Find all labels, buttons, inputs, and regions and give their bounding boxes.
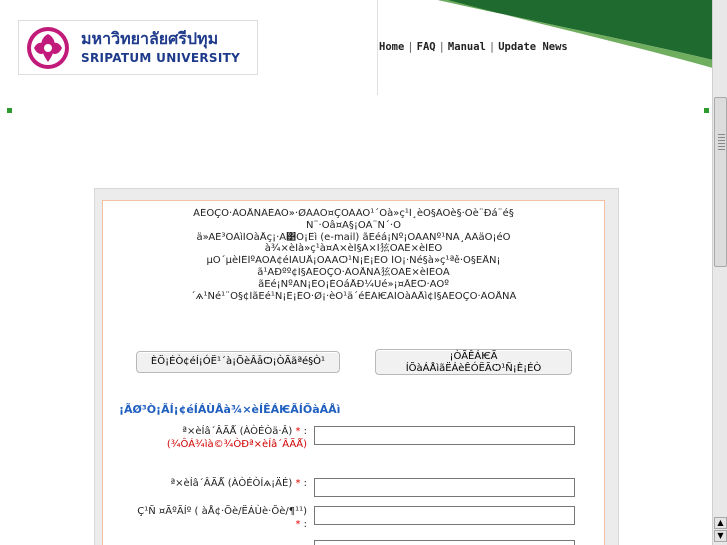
university-logo[interactable] (18, 20, 258, 75)
nav-separator: | (488, 41, 496, 53)
nav-separator: | (438, 41, 445, 53)
address-input[interactable] (314, 506, 575, 525)
nav-separator: | (407, 41, 414, 53)
register-button-line1: ¡ÒÃÊÁѤÃ (449, 351, 498, 362)
next-field-input[interactable] (314, 540, 575, 545)
logo-english-text: SRIPATUM UNIVERSITY (81, 51, 241, 65)
notice-line: ÁÉÒÇÔ·ÂÒÅÑÂÈÃÕ»·ØÁÁÕ¤ÇÒÁÂÔ¹´Õà»ç¹Í¸èÒ§ÂÔè§·Õè¨Ðá¨é§ (193, 208, 514, 219)
english-name-label: ª×èÍâ´ÂÃǺ (ÀÒÉÒÍѧ¡ÄÉ) * : (170, 478, 307, 489)
address-label: Ç¹Ñ ¤ÃºÃÍº ( àÅ¢·Õè/ËÁÙè·Õè/¶¹¹) * : (137, 506, 307, 530)
thai-name-label: ª×èÍâ´ÂÃǺ (ÀÒÉÒä·Â) * : (¾ÔÁ¾ìà©¾ÒÐª×èÍâ´ÂÃǺ) (166, 426, 307, 450)
notice-text (112, 208, 595, 302)
required-mark: * (295, 519, 301, 530)
scrollbar-thumb[interactable] (714, 97, 727, 267)
read-terms-button[interactable]: ÈÖ¡ÉÒ¢éÍ¡ÓË¹´à¡ÕèÂǡѺ¡ÒÃãªé§Ò¹ (136, 351, 340, 373)
vertical-scrollbar[interactable] (712, 0, 727, 545)
nav-manual-link[interactable]: Manual (447, 41, 486, 53)
notice-line: Ñ¨·Ôâ¤Ã§¡ÒÃ¨Ñ´·Ó (306, 219, 401, 231)
form-section-title: ¡ÃØ³Ò¡ÃÍ¡¢éÍÁÙÅà¾×èÍÊÁѤÃÍÕàÁÅì (119, 403, 341, 416)
scroll-down-arrow-icon[interactable]: ▼ (714, 530, 727, 542)
required-mark: * (295, 426, 301, 437)
university-emblem-icon (25, 25, 71, 71)
green-bullet-right (704, 108, 709, 113)
required-mark: * (295, 478, 301, 489)
thai-name-label-text: ª×èÍâ´ÂÃǺ (ÀÒÉÒä·Â) (182, 426, 296, 437)
register-button-line2: ÍÕàÁÅìãËÁèÊÓËÃѺ¹Ñ¡È¡ÉÒ (405, 363, 542, 374)
address-label-text: Ç¹Ñ ¤ÃºÃÍº ( àÅ¢·Õè/ËÁÙè·Õè/¶¹¹) (137, 506, 307, 517)
notice-line: µÔ´µèÍÊÍºÃÒÁ¢éÍÁÙÅ¡ÒÃÃѺ¹Ñ¡È¡ÉÒ ÍÕ¡·Ñé§à»ç¹ªèͧ·Ò§ËÅÑ¡ (206, 255, 501, 267)
scroll-up-arrow-icon[interactable]: ▲ (714, 517, 727, 529)
nav-home-link[interactable]: Home (379, 41, 405, 53)
header-banner (377, 0, 712, 95)
scrollbar-grip-icon (718, 134, 725, 150)
notice-line: ä»ÃÉ³ÕÂìÍÔàÅç¡·Ã͹Ô¡Êì (e-mail) ãËéá¡Ñº¡ÒÃÃÑº¹ÑÁ¸ÁÂäÓ¡éÒ (196, 231, 511, 243)
notice-line: ã¹ÃÐºº¢Í§ÁËÒÇÔ·ÂÒÅÑÂ㹡ÒÃÊ×èÍÊÒÃ (257, 266, 450, 278)
english-name-input[interactable] (314, 478, 575, 497)
logo-thai-text: มหาวิทยาลัยศรีปทุม (81, 29, 219, 48)
thai-name-input[interactable] (314, 426, 575, 445)
english-name-label-text: ª×èÍâ´ÂÃǺ (ÀÒÉÒÍѧ¡ÄÉ) (170, 478, 296, 489)
thai-name-sublabel: (¾ÔÁ¾ìà©¾ÒÐª×èÍâ´ÂÃǺ) (166, 439, 307, 450)
register-email-button[interactable] (375, 349, 572, 375)
top-navigation (379, 41, 568, 53)
notice-line: à¾×èÍà»ç¹à¤Ã×èÍ§Á×Í㹡ÒÃÊ×èÍÊÒ (264, 243, 443, 255)
notice-line: ´ѧ¹Ñé¹¨Ö§¢ÍãËé¹Ñ¡È¡ÉÒ·Ø¡·èÒ¹ä´éÊÁѤÃÍÕàÁÅì¢Í§ÁËÒÇÔ·ÂÒÅÑÂ (190, 290, 517, 302)
nav-update-news-link[interactable]: Update News (498, 41, 568, 53)
notice-line: ãËé¡ÑºÃÑ¡ÈÖ¡ÉÒáÅÐ¼Ùé»¡¤ÃͧÊѺ·ÃÒº (258, 278, 449, 290)
nav-faq-link[interactable]: FAQ (416, 41, 436, 53)
green-bullet-left (7, 108, 12, 113)
